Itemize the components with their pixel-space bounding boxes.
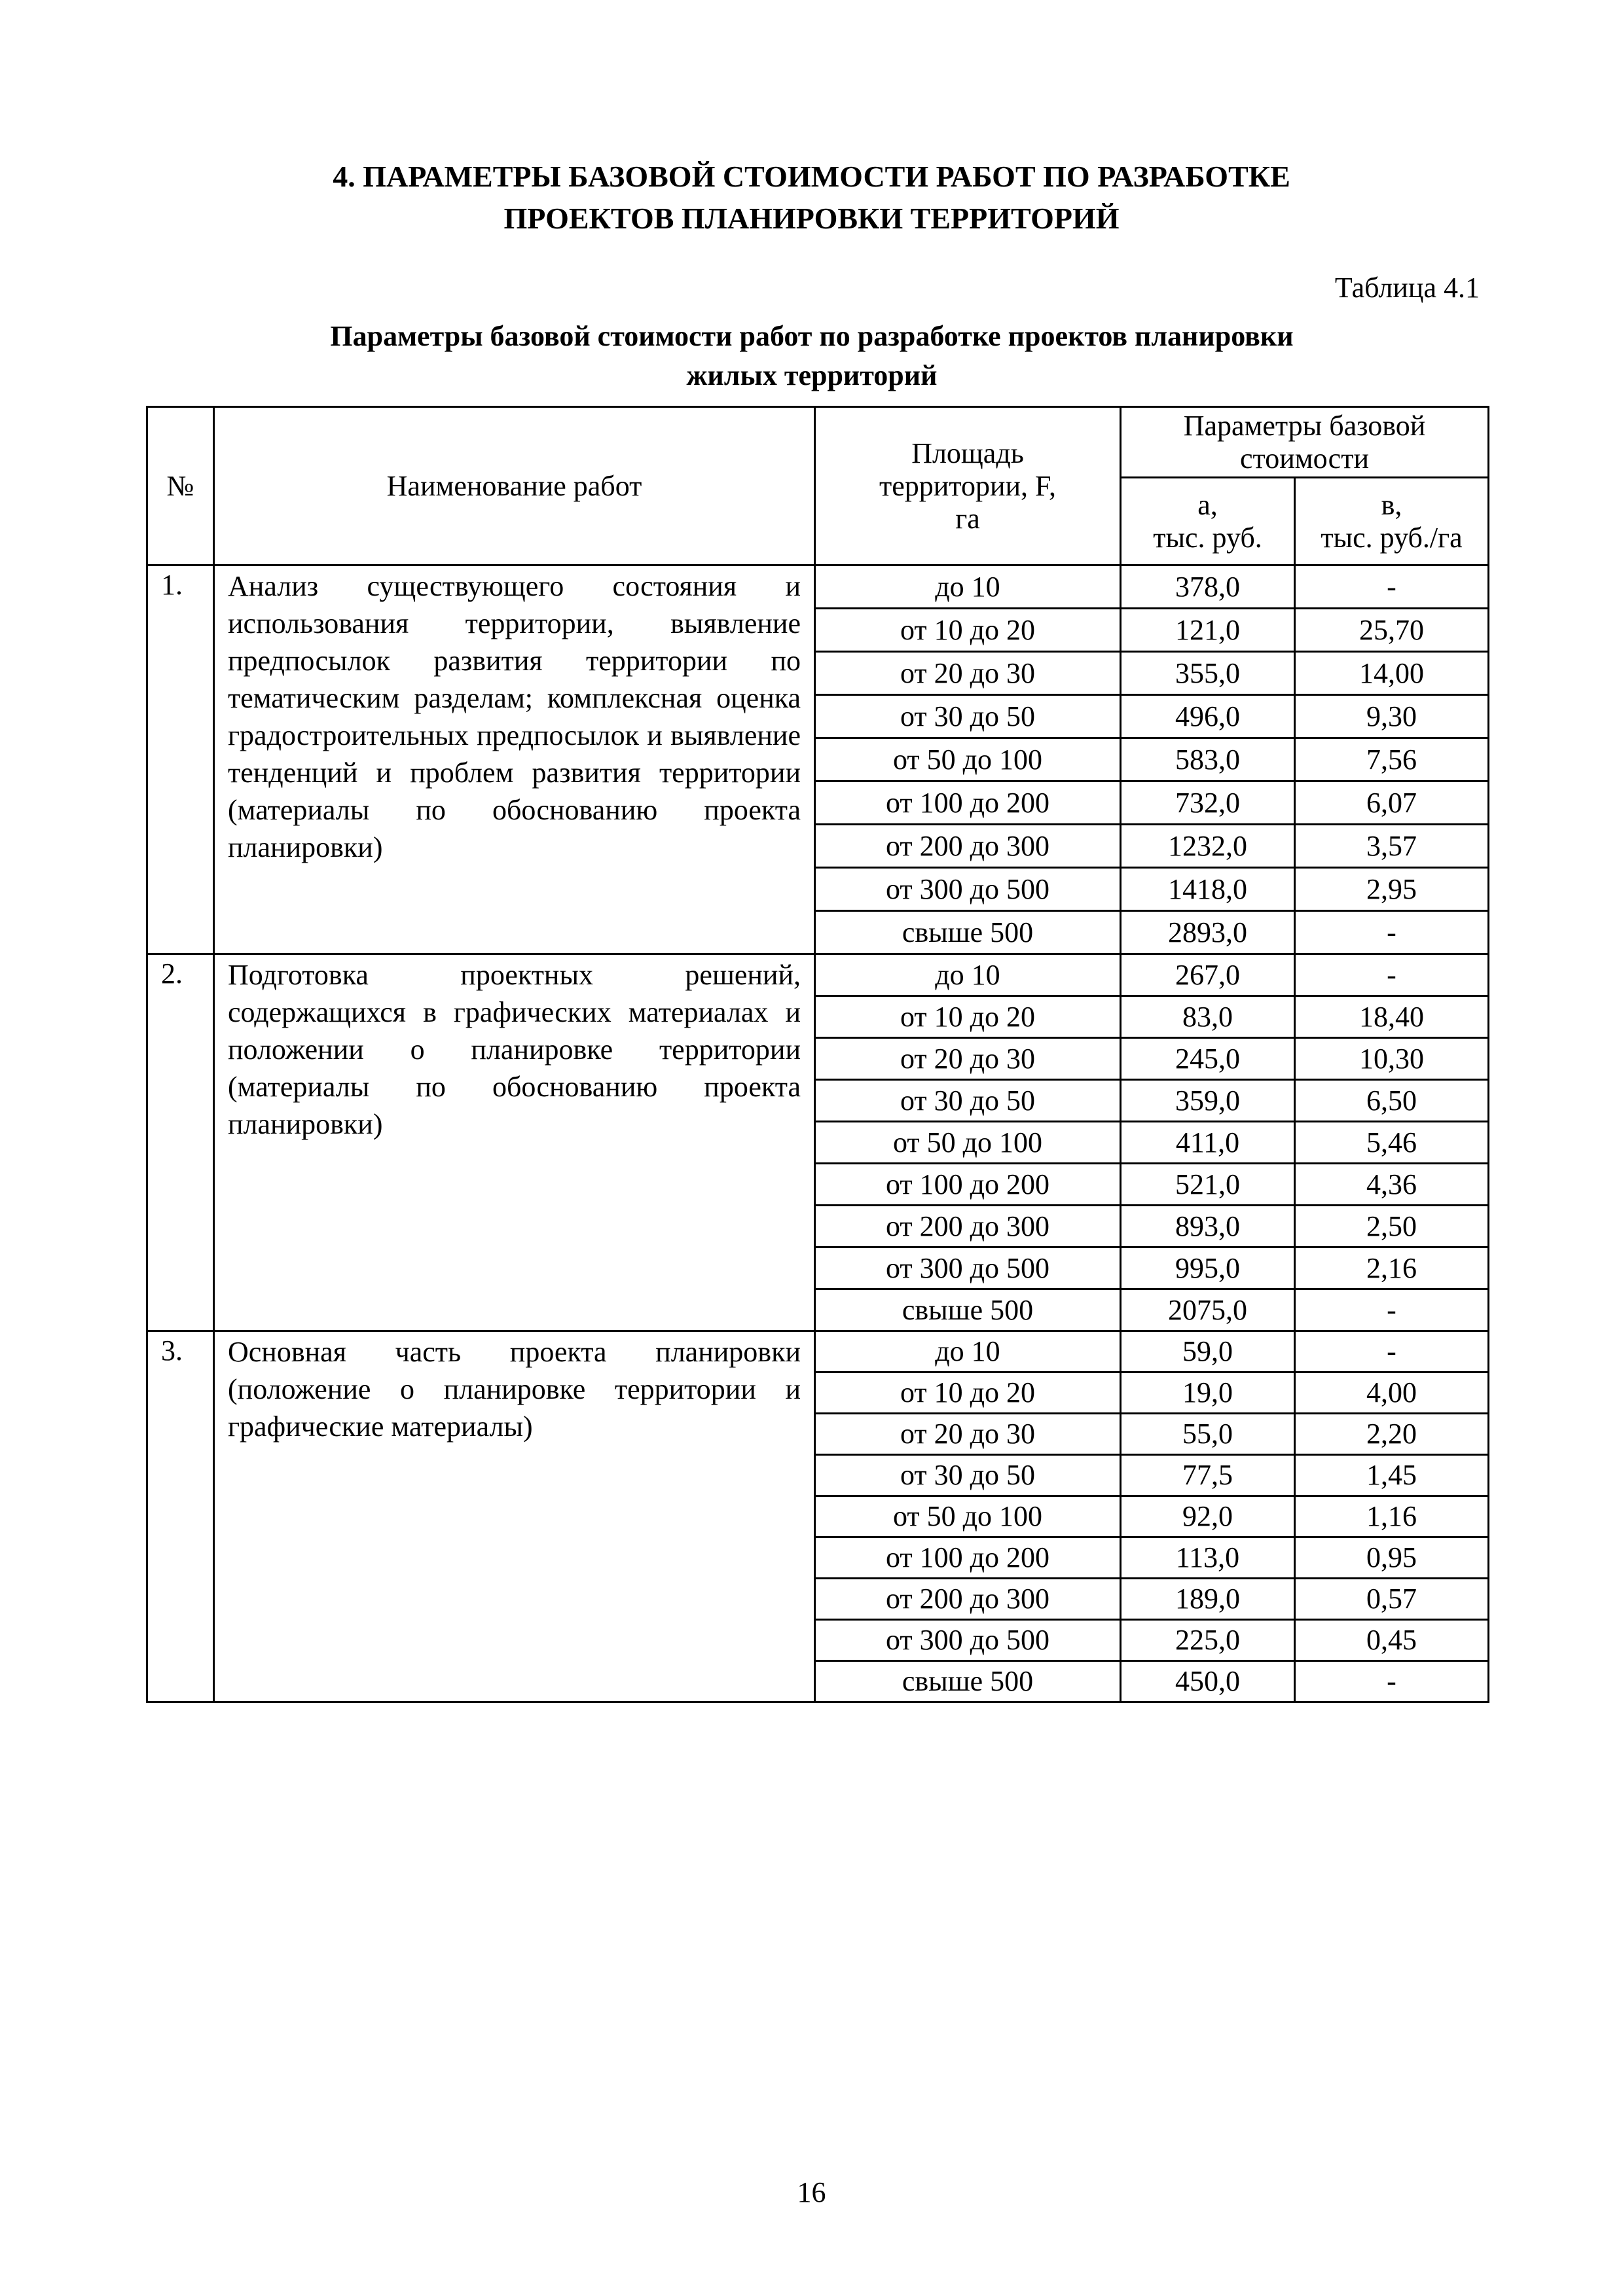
work-name: Основная часть проекта планировки (положение о планировке территории и графические материалы) bbox=[214, 1331, 815, 1702]
cost-a-cell: 355,0 bbox=[1121, 652, 1295, 695]
cost-a-cell: 59,0 bbox=[1121, 1331, 1295, 1372]
cost-b-cell: 2,20 bbox=[1295, 1414, 1489, 1455]
table-caption-line-1: Параметры базовой стоимости работ по разработке проектов планировки bbox=[330, 320, 1294, 352]
table-number: Таблица 4.1 bbox=[1334, 272, 1480, 304]
cost-b-cell: 1,45 bbox=[1295, 1455, 1489, 1496]
cost-b-cell: 4,36 bbox=[1295, 1164, 1489, 1206]
area-range-cell: свыше 500 bbox=[815, 1289, 1121, 1331]
header-a bbox=[1121, 478, 1295, 565]
table-body bbox=[147, 565, 1489, 1702]
cost-b-cell: - bbox=[1295, 1289, 1489, 1331]
cost-a-cell: 496,0 bbox=[1121, 695, 1295, 738]
cost-a-cell: 113,0 bbox=[1121, 1537, 1295, 1579]
area-range-cell: от 30 до 50 bbox=[815, 695, 1121, 738]
area-range-cell: свыше 500 bbox=[815, 911, 1121, 954]
cost-a-cell: 92,0 bbox=[1121, 1496, 1295, 1537]
area-range-cell: от 10 до 20 bbox=[815, 609, 1121, 652]
area-range-cell: от 30 до 50 bbox=[815, 1080, 1121, 1122]
cost-a-cell: 1232,0 bbox=[1121, 825, 1295, 868]
cost-a-cell: 893,0 bbox=[1121, 1206, 1295, 1247]
row-number: 2. bbox=[147, 954, 214, 1331]
cost-a-cell: 245,0 bbox=[1121, 1038, 1295, 1080]
area-range-cell: от 10 до 20 bbox=[815, 996, 1121, 1038]
area-range-cell: от 300 до 500 bbox=[815, 1247, 1121, 1289]
cost-b-cell: 18,40 bbox=[1295, 996, 1489, 1038]
cost-b-cell: 2,95 bbox=[1295, 868, 1489, 911]
cost-a-cell: 2893,0 bbox=[1121, 911, 1295, 954]
area-range-cell: от 300 до 500 bbox=[815, 1620, 1121, 1661]
area-range-cell: от 100 до 200 bbox=[815, 781, 1121, 825]
cost-b-cell: 10,30 bbox=[1295, 1038, 1489, 1080]
cost-b-cell: - bbox=[1295, 1331, 1489, 1372]
cost-b-cell: - bbox=[1295, 1661, 1489, 1702]
cost-a-cell: 411,0 bbox=[1121, 1122, 1295, 1164]
cost-b-cell: 1,16 bbox=[1295, 1496, 1489, 1537]
cost-a-cell: 583,0 bbox=[1121, 738, 1295, 781]
cost-b-cell: 6,50 bbox=[1295, 1080, 1489, 1122]
cost-a-cell: 83,0 bbox=[1121, 996, 1295, 1038]
table-caption-line-2: жилых территорий bbox=[686, 359, 938, 391]
section-heading-line-1: 4. ПАРАМЕТРЫ БАЗОВОЙ СТОИМОСТИ РАБОТ ПО РАЗРАБОТКЕ bbox=[333, 160, 1290, 193]
cost-b-cell: - bbox=[1295, 565, 1489, 609]
cost-b-cell: - bbox=[1295, 954, 1489, 996]
area-range-cell: от 300 до 500 bbox=[815, 868, 1121, 911]
cost-b-cell: 0,57 bbox=[1295, 1579, 1489, 1620]
header-a-label: а, bbox=[1197, 488, 1218, 521]
cost-b-cell: 14,00 bbox=[1295, 652, 1489, 695]
table-row bbox=[147, 565, 1489, 609]
area-range-cell: от 100 до 200 bbox=[815, 1537, 1121, 1579]
table-caption bbox=[196, 317, 1427, 395]
cost-b-cell: 0,45 bbox=[1295, 1620, 1489, 1661]
cost-b-cell: 7,56 bbox=[1295, 738, 1489, 781]
cost-b-cell: 9,30 bbox=[1295, 695, 1489, 738]
cost-b-cell: 4,00 bbox=[1295, 1372, 1489, 1414]
cost-a-cell: 521,0 bbox=[1121, 1164, 1295, 1206]
table-row bbox=[147, 954, 1489, 996]
area-range-cell: от 100 до 200 bbox=[815, 1164, 1121, 1206]
cost-a-cell: 225,0 bbox=[1121, 1620, 1295, 1661]
header-b bbox=[1295, 478, 1489, 565]
area-range-cell: до 10 bbox=[815, 1331, 1121, 1372]
header-work-name: Наименование работ bbox=[214, 407, 815, 565]
cost-b-cell: 25,70 bbox=[1295, 609, 1489, 652]
page-number: 16 bbox=[797, 2176, 826, 2208]
area-range-cell: от 20 до 30 bbox=[815, 1414, 1121, 1455]
area-range-cell: от 20 до 30 bbox=[815, 1038, 1121, 1080]
section-heading bbox=[0, 156, 1623, 240]
area-range-cell: от 10 до 20 bbox=[815, 1372, 1121, 1414]
header-b-unit: тыс. руб./га bbox=[1321, 521, 1463, 554]
area-range-cell: от 50 до 100 bbox=[815, 1496, 1121, 1537]
work-name: Анализ существующего состояния и использования территории, выявление предпосылок развития территории по тематическим разделам; комплексная оценка градостроительных предпосылок и выявление тенденций и проблем развития территории (материалы по обоснованию проекта планировки) bbox=[214, 565, 815, 954]
cost-b-cell: 3,57 bbox=[1295, 825, 1489, 868]
work-name: Подготовка проектных решений, содержащихся в графических материалах и положении о планировке территории (материалы по обоснованию проекта планировки) bbox=[214, 954, 815, 1331]
area-range-cell: от 200 до 300 bbox=[815, 825, 1121, 868]
area-range-cell: от 50 до 100 bbox=[815, 738, 1121, 781]
cost-a-cell: 19,0 bbox=[1121, 1372, 1295, 1414]
cost-a-cell: 55,0 bbox=[1121, 1414, 1295, 1455]
cost-a-cell: 450,0 bbox=[1121, 1661, 1295, 1702]
section-heading-line-2: ПРОЕКТОВ ПЛАНИРОВКИ ТЕРРИТОРИЙ bbox=[503, 202, 1120, 235]
area-range-cell: от 200 до 300 bbox=[815, 1579, 1121, 1620]
cost-b-cell: 2,50 bbox=[1295, 1206, 1489, 1247]
area-range-cell: до 10 bbox=[815, 565, 1121, 609]
cost-a-cell: 2075,0 bbox=[1121, 1289, 1295, 1331]
row-number: 3. bbox=[147, 1331, 214, 1702]
header-number: № bbox=[147, 407, 214, 565]
cost-a-cell: 189,0 bbox=[1121, 1579, 1295, 1620]
cost-b-cell: 2,16 bbox=[1295, 1247, 1489, 1289]
cost-a-cell: 77,5 bbox=[1121, 1455, 1295, 1496]
header-a-unit: тыс. руб. bbox=[1153, 521, 1262, 554]
cost-b-cell: - bbox=[1295, 911, 1489, 954]
cost-a-cell: 995,0 bbox=[1121, 1247, 1295, 1289]
cost-b-cell: 5,46 bbox=[1295, 1122, 1489, 1164]
area-range-cell: от 30 до 50 bbox=[815, 1455, 1121, 1496]
header-cost-parameters: Параметры базовой стоимости bbox=[1121, 407, 1489, 478]
row-number: 1. bbox=[147, 565, 214, 954]
area-range-cell: от 20 до 30 bbox=[815, 652, 1121, 695]
cost-a-cell: 359,0 bbox=[1121, 1080, 1295, 1122]
area-range-cell: свыше 500 bbox=[815, 1661, 1121, 1702]
cost-a-cell: 378,0 bbox=[1121, 565, 1295, 609]
cost-parameters-table bbox=[146, 406, 1489, 1703]
table-row bbox=[147, 1331, 1489, 1372]
cost-b-cell: 0,95 bbox=[1295, 1537, 1489, 1579]
header-area: Площадь территории, F, га bbox=[815, 407, 1121, 565]
cost-a-cell: 121,0 bbox=[1121, 609, 1295, 652]
area-range-cell: от 50 до 100 bbox=[815, 1122, 1121, 1164]
cost-b-cell: 6,07 bbox=[1295, 781, 1489, 825]
header-b-label: в, bbox=[1381, 488, 1402, 521]
table-header bbox=[147, 407, 1489, 565]
area-range-cell: от 200 до 300 bbox=[815, 1206, 1121, 1247]
area-range-cell: до 10 bbox=[815, 954, 1121, 996]
cost-a-cell: 1418,0 bbox=[1121, 868, 1295, 911]
cost-a-cell: 732,0 bbox=[1121, 781, 1295, 825]
cost-a-cell: 267,0 bbox=[1121, 954, 1295, 996]
